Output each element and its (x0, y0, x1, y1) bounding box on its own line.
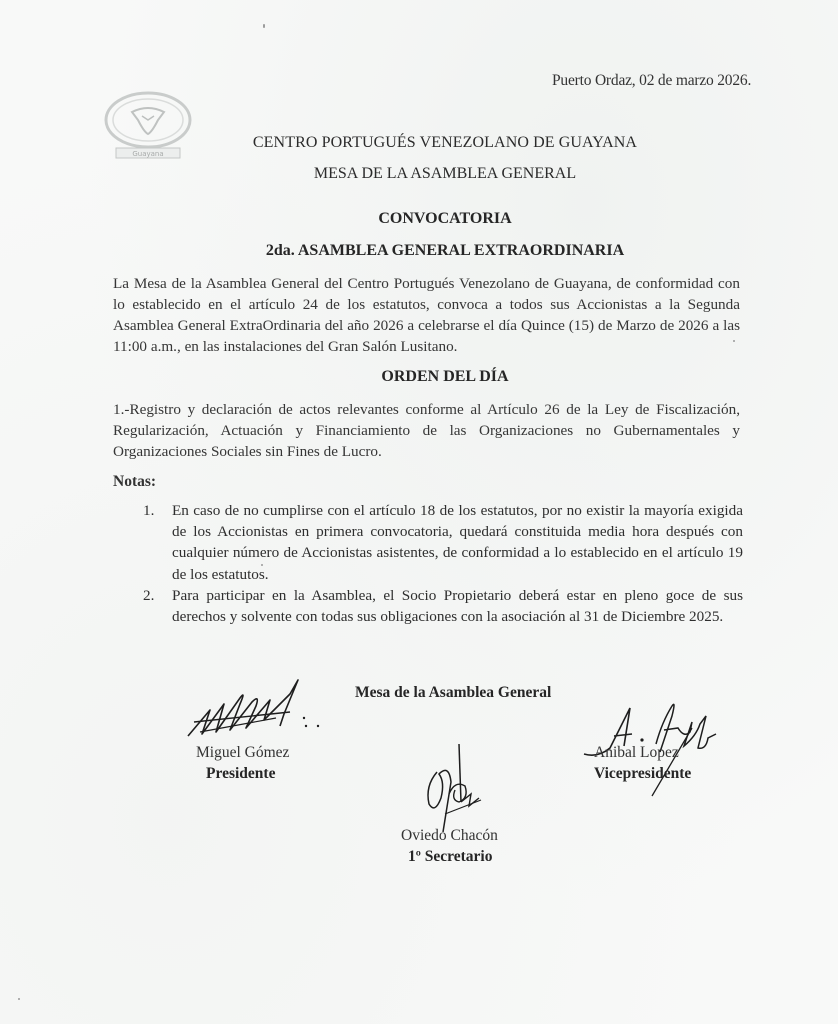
place-and-date: Puerto Ordaz, 02 de marzo 2026. (552, 72, 752, 89)
secretary-name: Oviedo Chacón (401, 827, 498, 844)
scan-speck (18, 998, 20, 1000)
vicepresident-name: Anibal Lopez (594, 744, 679, 761)
note-text: Para participar en la Asamblea, el Socio Propietario deberá estar en pleno goce de sus derechos y solvente con todas sus obligaciones con la asociación al 31 de Diciembre 2025. (172, 586, 743, 626)
president-role: Presidente (206, 765, 276, 782)
scan-speck (261, 564, 263, 566)
president-signature-icon (180, 674, 340, 754)
governing-body-name: MESA DE LA ASAMBLEA GENERAL (313, 165, 577, 182)
notes-title: Notas: (113, 473, 157, 490)
president-name: Miguel Gómez (196, 744, 290, 761)
note-item (143, 500, 743, 585)
note-text: En caso de no cumplirse con el artículo 18 de los estatutos, por no existir la mayoría exigida de los Accionistas en primera convocatoria, quedará constituida media hora después con cualquier número de Accionistas asistentes, de conformidad a lo establecido en el artículo 19 de los estatutos. (172, 502, 743, 583)
note-number: 1. (143, 502, 155, 519)
note-number: 2. (143, 586, 155, 604)
scan-speck (263, 24, 265, 28)
agenda-title: ORDEN DEL DÍA (381, 368, 509, 385)
scan-speck (733, 340, 735, 342)
signatures-title: Mesa de la Asamblea General (355, 684, 552, 701)
agenda-item: 1.-Registro y declaración de actos relevantes conforme al Artículo 26 de la Ley de Fiscalización, Regularización, Actuación y Financiamiento de las Organizaciones no Gubernamentales y Organizaciones Sociales sin Fines de Lucro. (113, 401, 740, 460)
document-subheading: 2da. ASAMBLEA GENERAL EXTRAORDINARIA (265, 242, 625, 259)
note-item (143, 585, 743, 627)
secretary-role: 1º Secretario (408, 848, 493, 865)
document-heading: CONVOCATORIA (378, 210, 512, 227)
intro-paragraph: La Mesa de la Asamblea General del Centro Portugués Venezolano de Guayana, de conformidad con lo establecido en el artículo 24 de los estatutos, convoca a todos sus Accionistas a la Segunda Asamblea General ExtraOrdinaria del año 2026 a celebrarse el día Quince (15) de Marzo de 2026 a las 11:00 a.m., en las instalaciones del Gran Salón Lusitano. (113, 275, 740, 355)
vicepresident-role: Vicepresidente (594, 765, 692, 782)
logo-caption: Guayana (132, 150, 164, 158)
organization-name: CENTRO PORTUGUÉS VENEZOLANO DE GUAYANA (252, 134, 638, 151)
notes-list (143, 500, 743, 627)
